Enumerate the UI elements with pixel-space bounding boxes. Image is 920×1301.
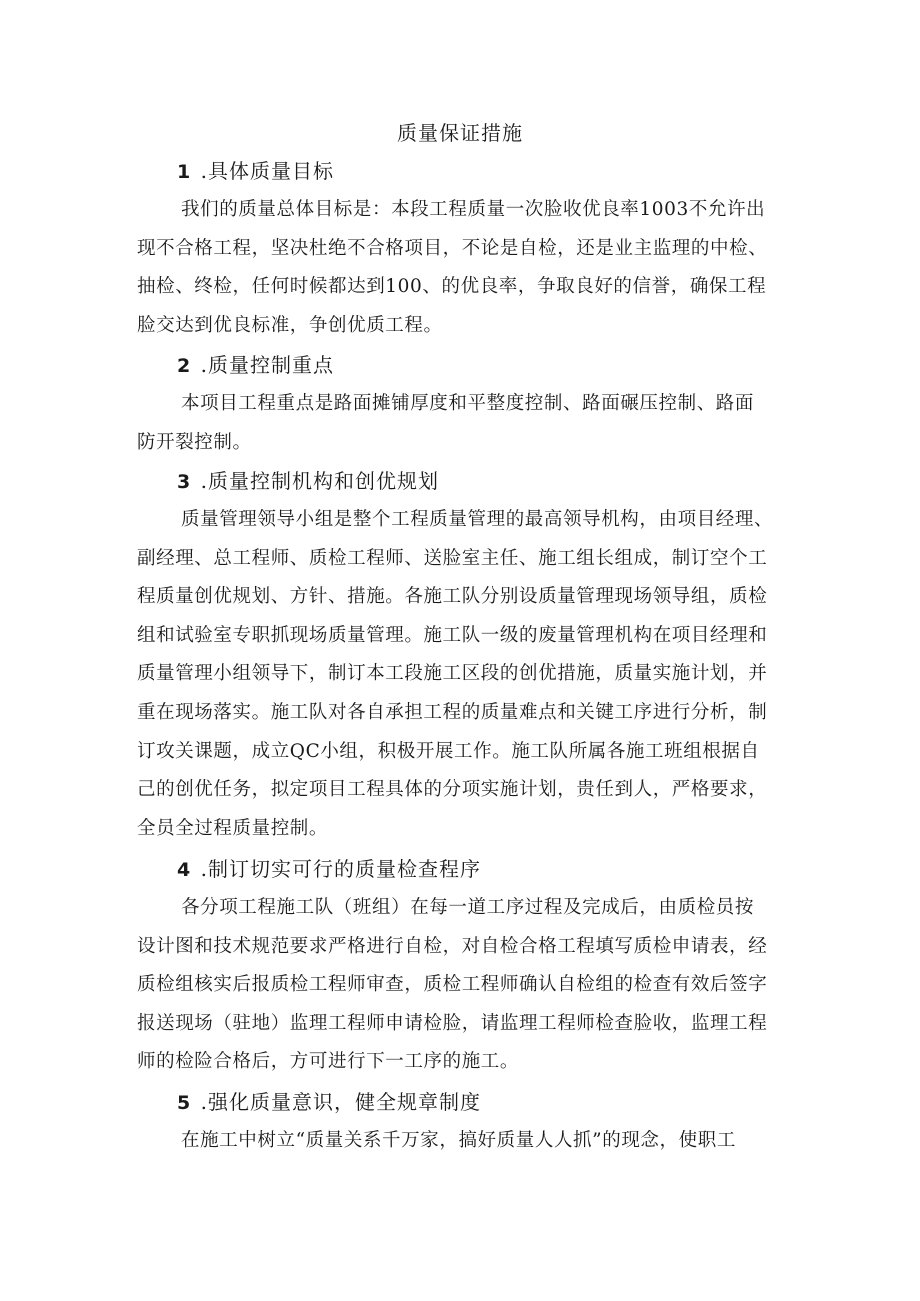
paragraph-line: 脸交达到优良标准，争创优质工程。 <box>137 315 443 336</box>
section-heading <box>177 464 439 499</box>
section-number: 5 <box>177 1092 192 1114</box>
paragraph-line: 报送现场（驻地）监理工程师申请检脸，请监理工程师检查脸收，监理工程 <box>137 1013 768 1034</box>
paragraph-line: 现不合格工程，坚决杜绝不合格项目，不论是自检，还是业主监理的中检、 <box>137 238 768 259</box>
paragraph-line: 在施工中树立“质量关系千万家，搞好质量人人抓”的现念，使职工 <box>181 1130 736 1151</box>
paragraph-line: 订攻关课题，成立QC小组，积极开展工作。施工队所属各施工班组根据自 <box>137 741 760 762</box>
section-heading-text: .具体质量目标 <box>193 159 334 183</box>
paragraph-line: 质检组核实后报质检工程师审查，质检工程师确认自检组的检查有效后签字 <box>137 974 768 995</box>
document-title: 质量保证措施 <box>397 121 523 145</box>
paragraph-line: 防开裂控制。 <box>137 432 252 453</box>
section-heading <box>177 852 481 887</box>
paragraph-line: 质量管理小组领导下，制订本工段施工区段的创优措施，质量实施计划，并 <box>137 663 768 684</box>
paragraph-line: 抽检、终检，任何时候都达到100、的优良率，争取良好的信誉，确保工程 <box>137 276 767 297</box>
section-number: 4 <box>177 859 192 881</box>
paragraph-line: 我们的质量总体目标是：本段工程质量一次脸收优良率1003不允许出 <box>181 199 766 220</box>
paragraph-line: 己的创优任务，拟定项目工程具体的分项实施计划，贵任到人，严格要求， <box>137 779 768 800</box>
paragraph-line: 重在现场落实。施工队对各自承担工程的质量难点和关键工序进行分析，制 <box>137 702 768 723</box>
section-heading-text: .质量控制重点 <box>193 353 334 377</box>
paragraph-line: 组和试验室专职抓现场质量管理。施工队一级的废量管理机构在项目经理和 <box>137 625 768 646</box>
section-heading-text: .制订切实可行的质量检查程序 <box>193 857 481 881</box>
paragraph-line: 程质量创优规划、方针、措施。各施工队分别设质量管理现场领导组，质检 <box>137 586 768 607</box>
section-number: 1 <box>177 161 192 183</box>
section-heading <box>177 154 334 189</box>
paragraph-line: 本项目工程重点是路面摊铺厚度和平整度控制、路面碾压控制、路面 <box>181 393 755 414</box>
section-heading-text: .强化质量意识，健全规章制度 <box>193 1090 481 1114</box>
section-number: 2 <box>177 355 192 377</box>
paragraph-line: 全员全过程质量控制。 <box>137 818 329 839</box>
section-heading <box>177 348 334 383</box>
section-heading-text: .质量控制机构和创优规划 <box>193 469 439 493</box>
paragraph-line: 设计图和技术规范要求严格进行自检，对自检合格工程填写质检申请表，经 <box>137 936 768 957</box>
paragraph-line: 副经理、总工程师、质检工程师、送脸室主任、施工组长组成，制订空个工 <box>137 548 768 569</box>
paragraph-line: 师的检险合格后，方可进行下一工序的施工。 <box>137 1051 520 1072</box>
section-number: 3 <box>177 471 192 493</box>
section-heading <box>177 1085 481 1120</box>
paragraph-line: 各分项工程施工队（班组）在每一道工序过程及完成后，由质检员按 <box>181 897 755 918</box>
paragraph-line: 质量管理领导小组是整个工程质量管理的最高领导机构，由项目经理、 <box>181 509 774 530</box>
